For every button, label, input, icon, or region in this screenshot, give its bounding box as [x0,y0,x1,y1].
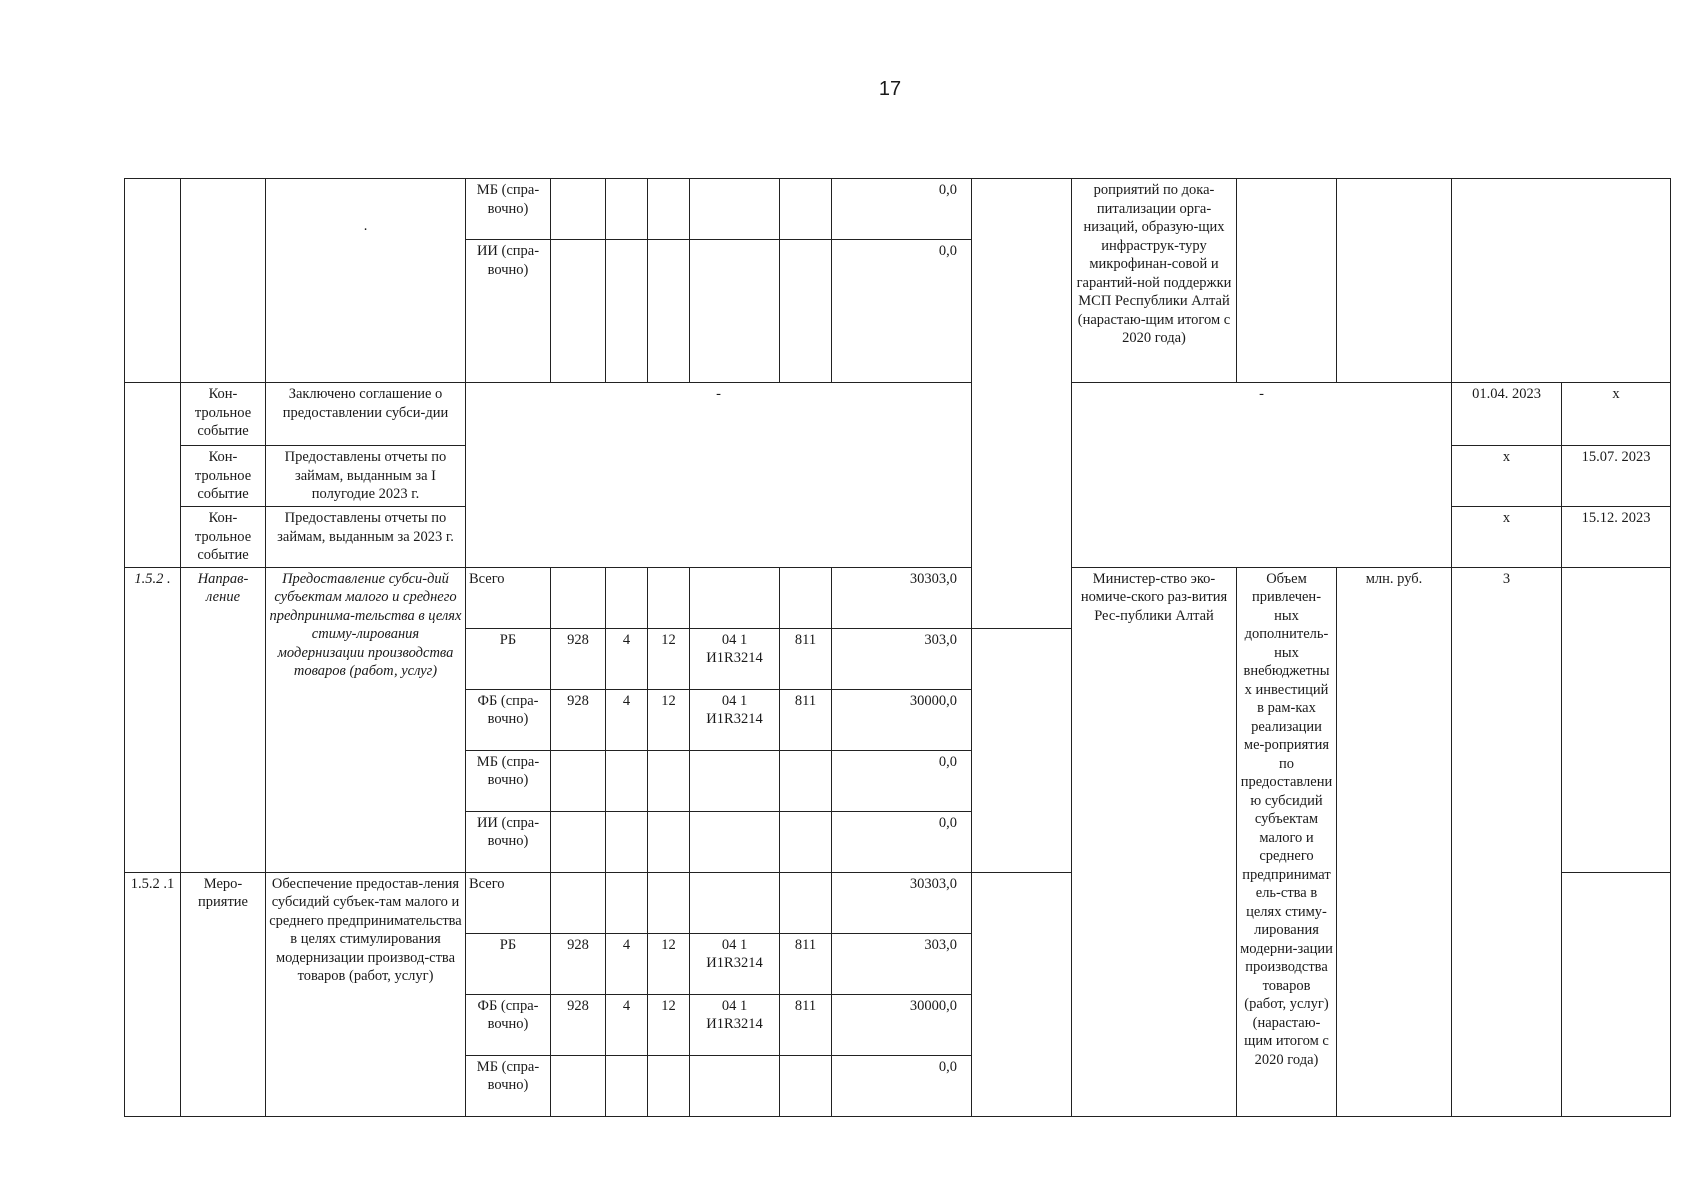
indicator-cell: роприятий по дока-питализации орга-низаций, образую-щих инфраструк-туру микрофинан-совой и гарантий-ной поддержки МСП Республики Алтай (нарастаю-щим итогом с 2020 года) [1072,179,1237,383]
source-label: МБ (спра-вочно) [466,750,551,811]
row-type: Направ-ление [181,567,266,872]
table-row: ФБ (спра-вочно) 928 4 12 04 1 И1R3214 811 30000,0 [125,689,1671,750]
row-type: Меро-приятие [181,872,266,1116]
event-start-date: x [1452,507,1562,568]
table-row [125,567,1671,628]
source-label: Всего [466,872,551,933]
value-cell: 3 [1452,567,1562,1116]
event-type: Кон-трольное событие [181,446,266,507]
event-finance-cell: - [466,383,972,568]
event-type: Кон-трольное событие [181,507,266,568]
row-name-cell: . [266,179,466,383]
source-label: МБ (спра-вочно) [466,179,551,240]
program-table [124,178,1671,1117]
indicator-cell: Объем привлечен-ных дополнитель-ных внебюджетных инвестиций в рам-ках реализации ме-роприятия по предоставлению субсидий субъектам малого и среднего предприниматель-ства в целях стиму-лирования модерни-зации производства товаров (работ, услуг) (нарастаю-щим итогом с 2020 года) [1237,567,1337,1116]
executor-cell [972,179,1072,629]
event-text: Предоставлены отчеты по займам, выданным за 2023 г. [266,507,466,568]
table-row [125,179,1671,240]
event-text: Заключено соглашение о предоставлении субси-дии [266,383,466,446]
row-name: Обеспечение предостав-ления субсидий субъек-там малого и среднего предпринимательства в целях стимулирования модернизации производ-ства товаров (работ, услуг) [266,872,466,1116]
source-label: ИИ (спра-вочно) [466,240,551,383]
event-indicator-cell: - [1072,383,1452,568]
source-label: РБ [466,628,551,689]
table-row: РБ 928 4 12 04 1 И1R3214 811 303,0 [125,628,1671,689]
source-label: Всего [466,567,551,628]
amount-cell: 0,0 [832,179,972,240]
source-label: ФБ (спра-вочно) [466,689,551,750]
source-label: ФБ (спра-вочно) [466,994,551,1055]
table-row: РБ 928 4 12 04 1 И1R3214 811 303,0 [125,933,1671,994]
amount-cell: 30303,0 [832,872,972,933]
amount-cell: 303,0 [832,933,972,994]
table-row: ФБ (спра-вочно) 928 4 12 04 1 И1R3214 811 30000,0 [125,994,1671,1055]
event-text: Предоставлены отчеты по займам, выданным за I полугодие 2023 г. [266,446,466,507]
source-label: ИИ (спра-вочно) [466,811,551,872]
event-type: Кон-трольное событие [181,383,266,446]
event-end-date: 15.12. 2023 [1562,507,1671,568]
row-name: Предоставление субси-дий субъектам малого и среднего предпринима-тельства в целях стиму-лирования модернизации производства товаров (работ, услуг) [266,567,466,872]
page-number: 17 [878,78,902,100]
row-number: 1.5.2 .1 [125,872,181,1116]
event-end-date: x [1562,383,1671,446]
amount-cell: 0,0 [832,240,972,383]
value-cell [1337,179,1452,383]
unit-cell: млн. руб. [1337,567,1452,1116]
amount-cell: 0,0 [832,811,972,872]
source-label: МБ (спра-вочно) [466,1055,551,1116]
source-label: РБ [466,933,551,994]
dates-cell [1452,179,1671,383]
row-number: 1.5.2 . [125,567,181,872]
amount-cell: 0,0 [832,1055,972,1116]
amount-cell: 30000,0 [832,994,972,1055]
row-number-cell [125,179,181,383]
amount-cell: 30303,0 [832,567,972,628]
unit-cell [1237,179,1337,383]
event-end-date: 15.07. 2023 [1562,446,1671,507]
event-start-date: x [1452,446,1562,507]
row-type-cell [181,179,266,383]
event-start-date: 01.04. 2023 [1452,383,1562,446]
executor-cell: Министер-ство эко-номиче-ского раз-вития Рес-публики Алтай [1072,567,1237,1116]
amount-cell: 0,0 [832,750,972,811]
table-row [125,383,1671,446]
amount-cell: 30000,0 [832,689,972,750]
amount-cell: 303,0 [832,628,972,689]
